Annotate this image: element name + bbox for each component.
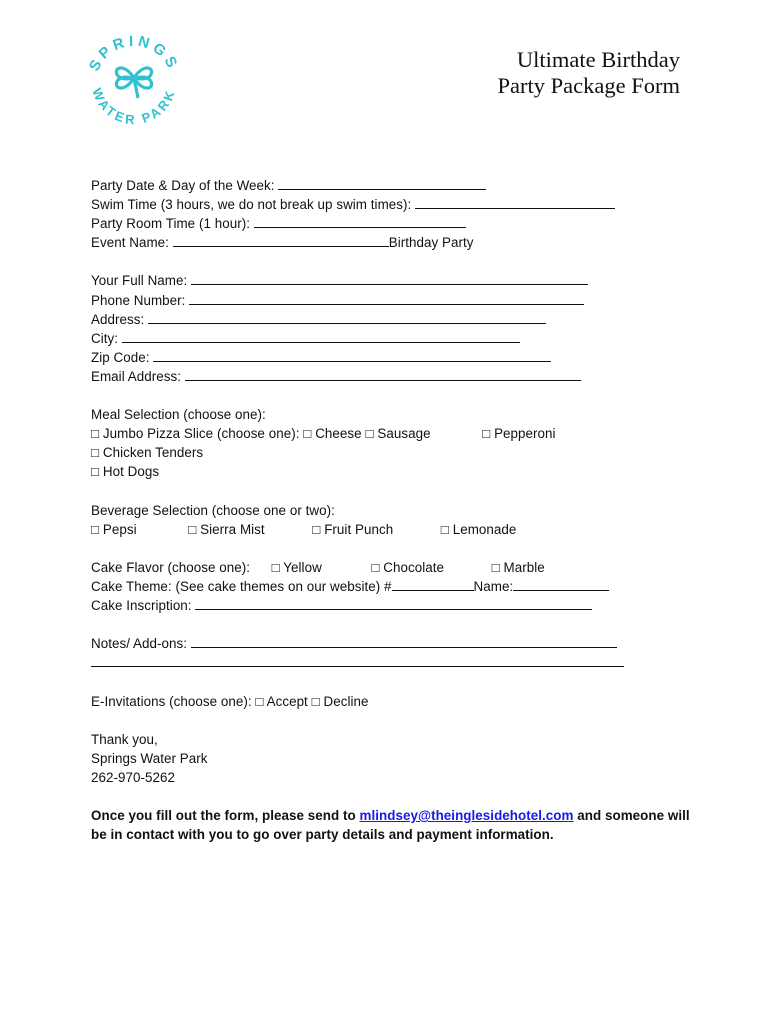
logo-icon — [78, 22, 190, 134]
accept-label: Accept — [266, 693, 308, 709]
cake-theme-name-label: Name: — [473, 578, 514, 594]
decline-label: Decline — [323, 693, 369, 709]
address-field[interactable] — [148, 310, 546, 324]
hotdogs-checkbox[interactable]: □ — [91, 464, 100, 480]
signoff-phone: 262-970-5262 — [91, 769, 175, 785]
punch-label: Fruit Punch — [324, 521, 394, 537]
closing-paragraph — [91, 806, 691, 844]
closing-after: and someone will be in contact with you to go over party details and payment information. — [91, 808, 690, 843]
meal-tenders-row — [91, 443, 691, 462]
form-body — [91, 176, 691, 844]
beverage-heading: Beverage Selection (choose one or two): — [91, 502, 335, 518]
email-label: Email Address: — [91, 368, 182, 384]
tenders-checkbox[interactable]: □ — [91, 445, 100, 461]
full-name-field[interactable] — [191, 271, 588, 285]
yellow-checkbox[interactable]: □ — [271, 559, 280, 575]
svg-text:SPRINGS — [86, 33, 182, 74]
sierra-label: Sierra Mist — [200, 521, 265, 537]
room-time-row — [91, 214, 691, 233]
einvite-row — [91, 692, 691, 711]
meal-hotdogs-row — [91, 462, 691, 481]
full-name-label: Your Full Name: — [91, 273, 188, 289]
email-row — [91, 367, 691, 386]
svg-text:WATER PARK — [89, 86, 178, 127]
beverage-options-row — [91, 520, 691, 539]
notes-field-line-2[interactable] — [91, 653, 624, 667]
event-name-label: Event Name: — [91, 235, 169, 251]
cake-flavor-row — [91, 558, 691, 577]
swim-time-label: Swim Time (3 hours, we do not break up swim times): — [91, 197, 412, 213]
einvite-label: E-Invitations (choose one): — [91, 693, 252, 709]
cake-inscription-row — [91, 596, 691, 615]
notes-label: Notes/ Add-ons: — [91, 636, 188, 652]
thanks-text: Thank you, — [91, 731, 158, 747]
yellow-label: Yellow — [283, 559, 322, 575]
hotdogs-label: Hot Dogs — [102, 464, 160, 480]
tenders-label: Chicken Tenders — [102, 445, 204, 461]
phone-label: Phone Number: — [91, 292, 186, 308]
cake-flavor-label: Cake Flavor (choose one): — [91, 559, 251, 575]
lemonade-label: Lemonade — [452, 521, 517, 537]
cake-theme-name-field[interactable] — [513, 577, 609, 591]
zip-field[interactable] — [153, 348, 551, 362]
chocolate-label: Chocolate — [383, 559, 445, 575]
cake-theme-row — [91, 577, 691, 596]
cake-theme-number-field[interactable] — [392, 577, 474, 591]
lemonade-checkbox[interactable]: □ — [440, 521, 449, 537]
city-row — [91, 329, 691, 348]
pepperoni-label: Pepperoni — [494, 426, 556, 442]
sierra-checkbox[interactable]: □ — [188, 521, 197, 537]
swim-time-field[interactable] — [415, 195, 615, 209]
party-date-label: Party Date & Day of the Week: — [91, 178, 275, 193]
pizza-label: Jumbo Pizza Slice (choose one): — [102, 426, 300, 442]
event-name-suffix: Birthday Party — [388, 235, 474, 251]
pizza-checkbox[interactable]: □ — [91, 426, 100, 442]
event-name-row — [91, 233, 691, 252]
sausage-checkbox[interactable]: □ — [365, 426, 374, 442]
title-line-1: Ultimate Birthday — [516, 47, 680, 72]
notes-field[interactable] — [191, 634, 617, 648]
zip-row — [91, 348, 691, 367]
sausage-label: Sausage — [377, 426, 431, 442]
closing-before: Once you fill out the form, please send to — [91, 808, 360, 824]
accept-checkbox[interactable]: □ — [255, 693, 264, 709]
punch-checkbox[interactable]: □ — [312, 521, 321, 537]
cake-inscription-field[interactable] — [195, 596, 592, 610]
marble-label: Marble — [503, 559, 545, 575]
address-row — [91, 310, 691, 329]
city-label: City: — [91, 330, 119, 346]
pepsi-label: Pepsi — [102, 521, 137, 537]
meal-heading: Meal Selection (choose one): — [91, 407, 266, 423]
phone-row — [91, 291, 691, 310]
logo-text-top: SPRINGS — [85, 32, 183, 75]
swim-time-row — [91, 195, 691, 214]
zip-label: Zip Code: — [91, 349, 150, 365]
email-link[interactable]: mlindsey@theinglesidehotel.com — [359, 808, 574, 824]
pepperoni-checkbox[interactable]: □ — [482, 426, 491, 442]
cake-inscription-label: Cake Inscription: — [91, 598, 192, 614]
signoff-name: Springs Water Park — [91, 750, 208, 766]
decline-checkbox[interactable]: □ — [311, 693, 320, 709]
room-time-field[interactable] — [254, 214, 466, 228]
chocolate-checkbox[interactable]: □ — [371, 559, 380, 575]
email-field[interactable] — [185, 367, 581, 381]
marble-checkbox[interactable]: □ — [491, 559, 500, 575]
cheese-checkbox[interactable]: □ — [303, 426, 312, 442]
cake-theme-label: Cake Theme: (See cake themes on our website) # — [91, 578, 392, 594]
phone-field[interactable] — [189, 291, 584, 305]
full-name-row — [91, 271, 691, 290]
party-date-row — [91, 176, 691, 195]
address-label: Address: — [91, 311, 145, 327]
title-line-2: Party Package Form — [497, 73, 680, 98]
party-date-field[interactable] — [278, 176, 486, 190]
springs-water-park-logo — [78, 22, 190, 134]
form-title — [498, 47, 680, 99]
notes-row — [91, 634, 691, 653]
clover-icon — [116, 68, 151, 98]
notes-row-2 — [91, 653, 691, 672]
logo-text-bottom: WATER PARK — [89, 85, 179, 128]
event-name-field[interactable] — [173, 233, 389, 247]
meal-pizza-row — [91, 424, 691, 443]
cheese-label: Cheese — [315, 426, 362, 442]
room-time-label: Party Room Time (1 hour): — [91, 216, 251, 232]
city-field[interactable] — [122, 329, 520, 343]
pepsi-checkbox[interactable]: □ — [91, 521, 100, 537]
